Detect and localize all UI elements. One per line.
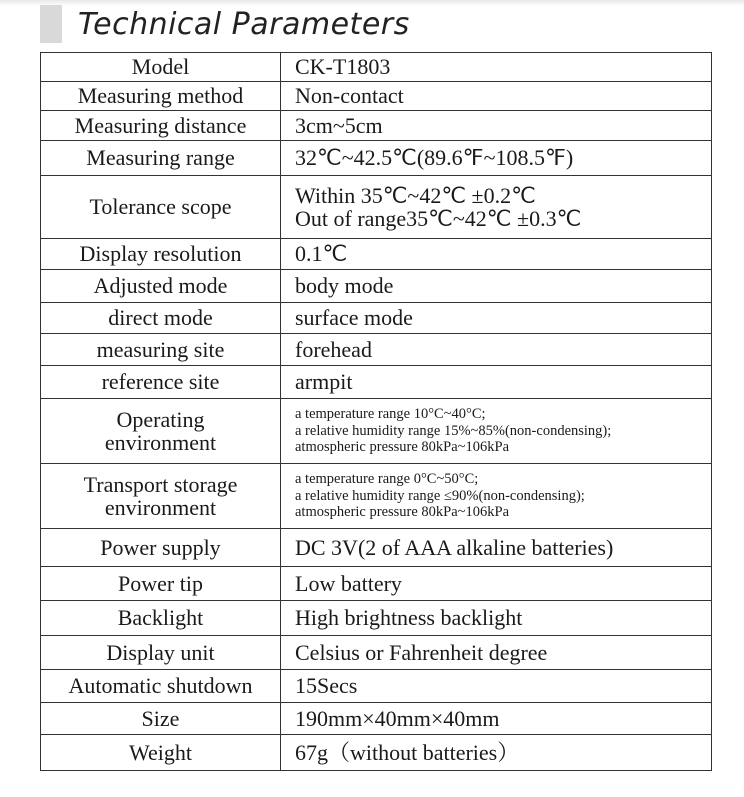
- parameters-table: [40, 52, 712, 771]
- table-row: [41, 567, 712, 601]
- row-value: DC 3V(2 of AAA alkaline batteries): [281, 529, 712, 567]
- row-label: Display resolution: [41, 239, 281, 270]
- section-marker: [40, 5, 62, 43]
- row-value: Low battery: [281, 567, 712, 601]
- row-label: Tolerance scope: [41, 176, 281, 239]
- table-row: [41, 82, 712, 111]
- table-row: [41, 176, 712, 239]
- row-label: Size: [41, 703, 281, 735]
- value-line: a relative humidity range ≤90%(non-condensing);: [295, 487, 585, 504]
- row-label: Measuring method: [41, 82, 281, 111]
- row-value: 0.1℃: [281, 239, 712, 270]
- row-value: Non-contact: [281, 82, 712, 111]
- row-label: Measuring distance: [41, 111, 281, 141]
- value-line: atmospheric pressure 80kPa~106kPa: [295, 439, 510, 456]
- value-line: a temperature range 0°C~50°C;: [295, 470, 479, 487]
- value-line: Out of range35℃~42℃ ±0.3℃: [295, 206, 582, 231]
- row-label: direct mode: [41, 303, 281, 334]
- table-row: [41, 636, 712, 670]
- table-row: [41, 270, 712, 303]
- row-value: surface mode: [281, 303, 712, 334]
- row-value: 32℃~42.5℃(89.6℉~108.5℉): [281, 141, 712, 176]
- row-value: High brightness backlight: [281, 601, 712, 636]
- row-value: 15Secs: [281, 670, 712, 703]
- table-row: [41, 735, 712, 771]
- row-value: forehead: [281, 334, 712, 366]
- row-label: Power tip: [41, 567, 281, 601]
- row-label: reference site: [41, 366, 281, 399]
- row-value: 190mm×40mm×40mm: [281, 703, 712, 735]
- table-row: [41, 399, 712, 464]
- row-value: [281, 464, 712, 529]
- row-label: Automatic shutdown: [41, 670, 281, 703]
- row-label: Model: [41, 53, 281, 82]
- page-title: Technical Parameters: [78, 6, 410, 42]
- table-row: [41, 601, 712, 636]
- table-row: [41, 529, 712, 567]
- section-header: [40, 2, 720, 46]
- row-label: [41, 399, 281, 464]
- row-value: CK-T1803: [281, 53, 712, 82]
- table-row: [41, 111, 712, 141]
- row-label: Adjusted mode: [41, 270, 281, 303]
- table-row: [41, 366, 712, 399]
- value-line: Within 35℃~42℃ ±0.2℃: [295, 182, 536, 208]
- row-label: [41, 464, 281, 529]
- row-value: [281, 176, 712, 239]
- row-label: Weight: [41, 735, 281, 771]
- table-row: [41, 464, 712, 529]
- row-label: Measuring range: [41, 141, 281, 176]
- row-value: armpit: [281, 366, 712, 399]
- table-row: [41, 334, 712, 366]
- value-line: a temperature range 10°C~40°C;: [295, 405, 486, 422]
- table-row: [41, 670, 712, 703]
- label-line: environment: [104, 430, 217, 455]
- row-value: Celsius or Fahrenheit degree: [281, 636, 712, 670]
- table-row: [41, 703, 712, 735]
- row-value: [281, 399, 712, 464]
- row-label: Power supply: [41, 529, 281, 567]
- label-line: Transport storage: [83, 471, 238, 497]
- label-line: environment: [104, 495, 217, 520]
- row-value: body mode: [281, 270, 712, 303]
- value-line: a relative humidity range 15%~85%(non-condensing);: [295, 422, 612, 439]
- value-line: atmospheric pressure 80kPa~106kPa: [295, 504, 510, 521]
- row-value: 67g（without batteries）: [281, 735, 712, 771]
- row-label: Display unit: [41, 636, 281, 670]
- table-row: [41, 303, 712, 334]
- label-line: Operating: [116, 406, 205, 432]
- table-row: [41, 141, 712, 176]
- table-row: [41, 239, 712, 270]
- row-value: 3cm~5cm: [281, 111, 712, 141]
- table-row: [41, 53, 712, 82]
- row-label: Backlight: [41, 601, 281, 636]
- row-label: measuring site: [41, 334, 281, 366]
